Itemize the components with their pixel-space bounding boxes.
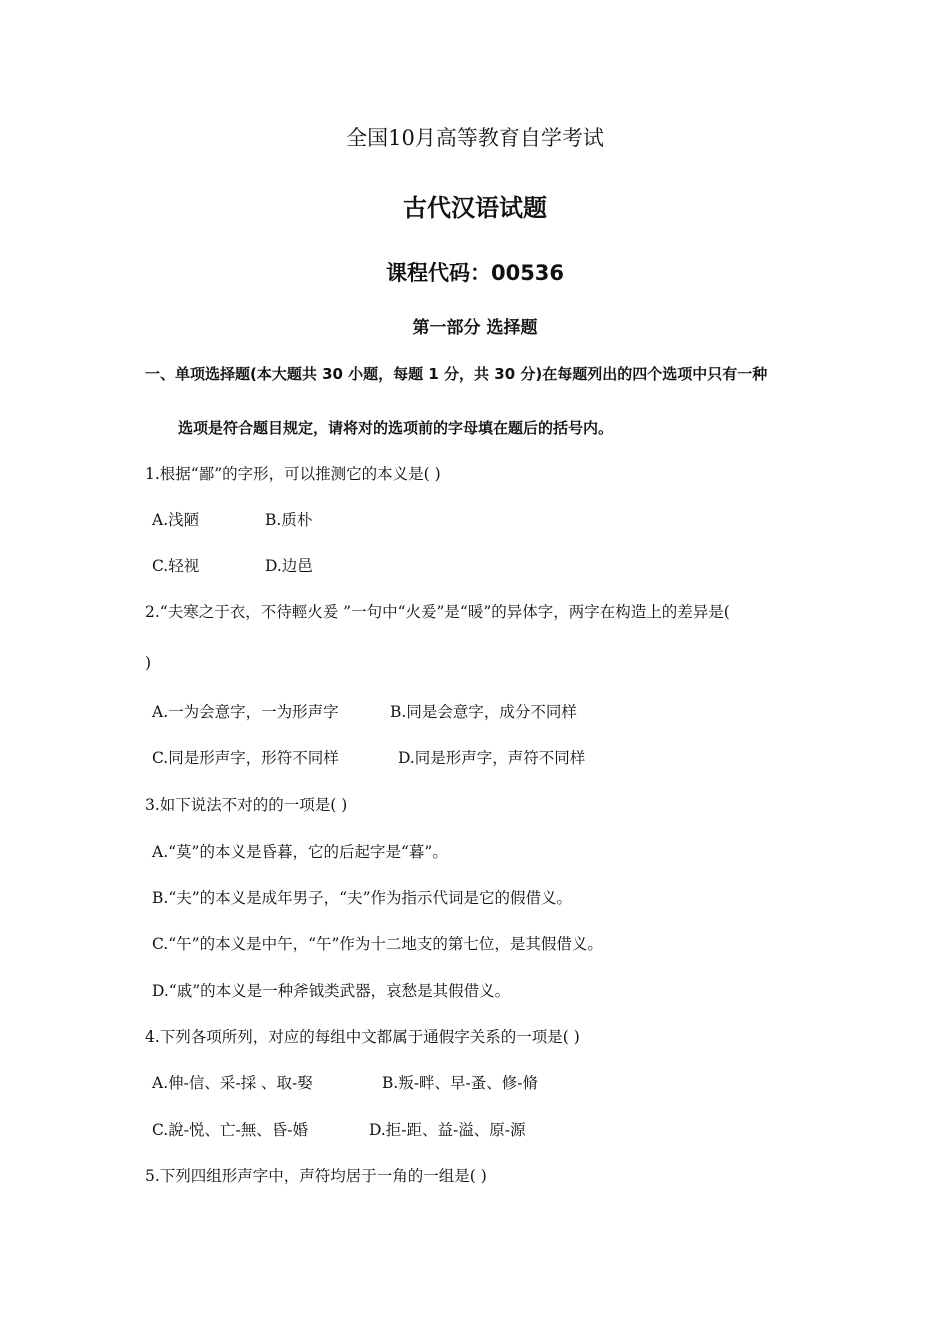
question-2-option-d: D.同是形声字，声符不同样 [398,749,586,767]
question-3-option-c: C.“午”的本义是中午，“午”作为十二地支的第七位，是其假借义。 [152,935,603,953]
question-3-stem: 3.如下说法不对的的一项是( ) [145,796,348,814]
part-heading: 第一部分 选择题 [412,318,538,338]
question-3-option-b: B.“夫”的本义是成年男子，“夫”作为指示代词是它的假借义。 [152,889,573,907]
question-4-option-c: C.說-悦、亡-無、昏-婚 [152,1121,308,1139]
course-code: 课程代码：00536 [385,261,565,285]
question-2-stem: 2.“夫寒之于衣，不待輕火爰 ”一句中“火爰”是“暖”的异体字，两字在构造上的差异是( [145,603,730,621]
question-1-option-b: B.质朴 [265,511,313,529]
exam-title: 全国10月高等教育自学考试 [346,126,604,150]
question-1-option-d: D.边邑 [265,557,313,575]
instructions-line-2: 选项是符合题目规定，请将对的选项前的字母填在题后的括号内。 [178,419,614,437]
question-3-option-d: D.“戚”的本义是一种斧钺类武器，哀愁是其假借义。 [152,982,511,1000]
question-5-stem: 5.下列四组形声字中，声符均居于一角的一组是( ) [145,1167,487,1185]
question-4-option-b: B.叛-畔、早-蚤、修-脩 [382,1074,539,1092]
question-2-option-c: C.同是形声字，形符不同样 [152,749,339,767]
question-1-stem: 1.根据“鄙”的字形，可以推测它的本义是( ) [145,465,441,483]
question-4-option-d: D.拒-距、益-溢、原-源 [369,1121,526,1139]
question-1-option-a: A.浅陋 [152,511,200,529]
question-4-option-a: A.伸-信、采-採 、取-娶 [152,1074,313,1092]
question-2-stem-continued: ) [145,654,152,672]
question-1-option-c: C.轻视 [152,557,200,575]
question-2-option-a: A.一为会意字，一为形声字 [152,703,339,721]
instructions-line-1: 一、单项选择题(本大题共 30 小题，每题 1 分，共 30 分)在每题列出的四个选项中只有一种 [145,365,768,383]
question-4-stem: 4.下列各项所列，对应的每组中文都属于通假字关系的一项是( ) [145,1028,580,1046]
question-3-option-a: A.“莫”的本义是昏暮，它的后起字是“暮”。 [152,843,448,861]
question-2-option-b: B.同是会意字，成分不同样 [390,703,577,721]
subject-title: 古代汉语试题 [403,194,547,222]
